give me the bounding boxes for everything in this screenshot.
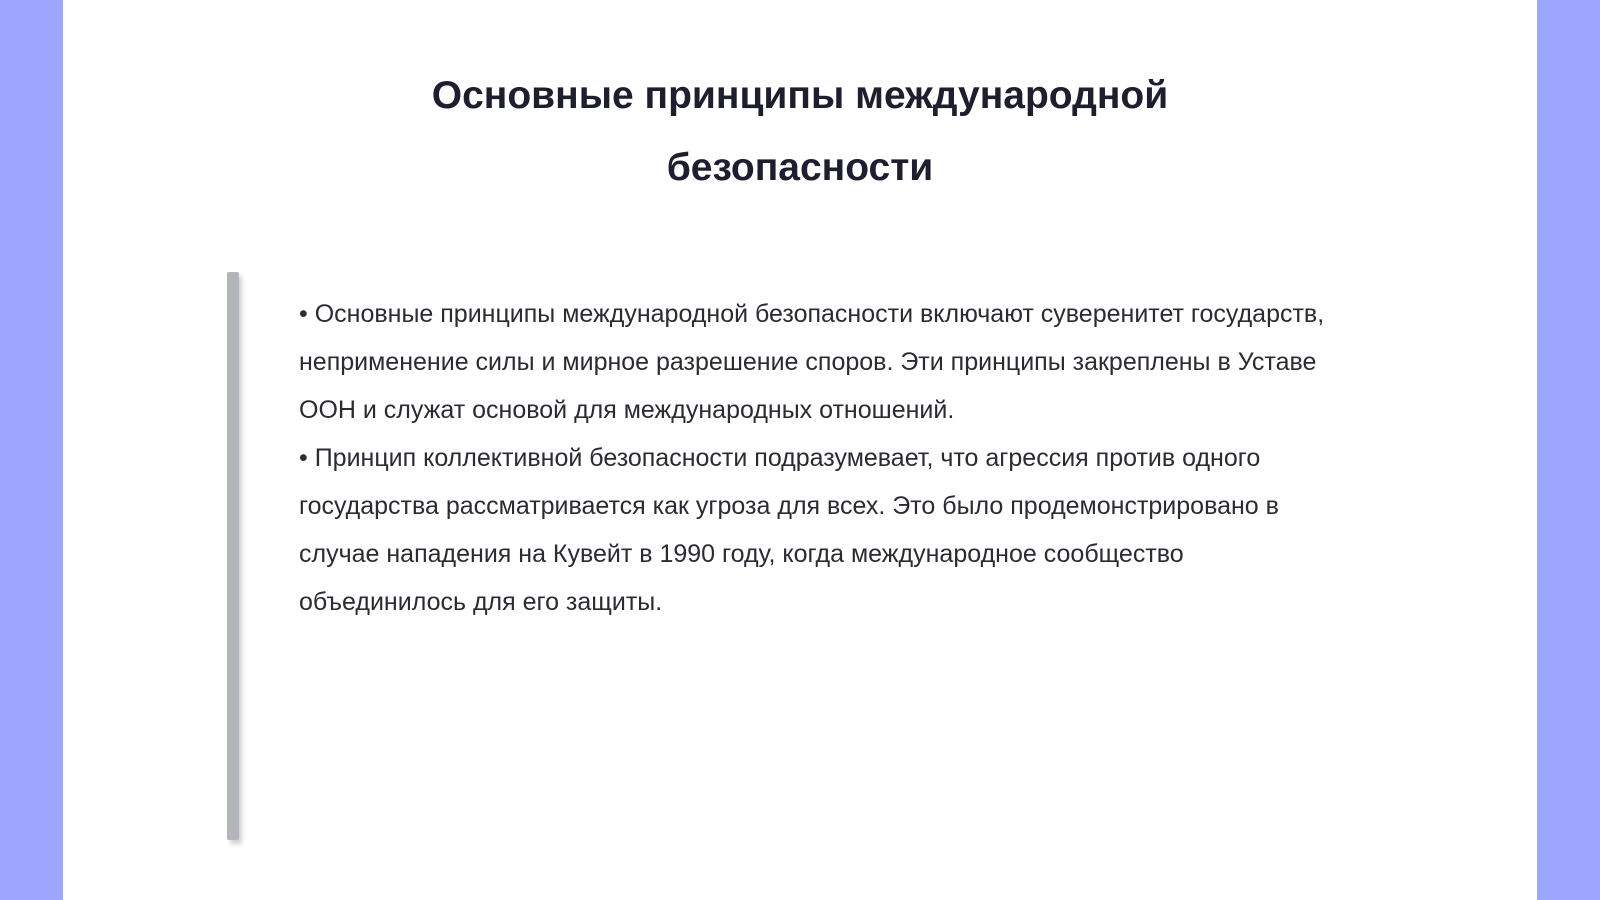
slide-title-line-1: Основные принципы международной [431, 74, 1169, 117]
accent-bar [227, 272, 239, 840]
slide-title-line-2: безопасности [666, 146, 934, 189]
bullet-paragraph-1: • Основные принципы международной безопасности включают суверенитет государств, неприменение силы и мирное разрешение споров. Эти принципы закреплены в Уставе ООН и служат основой для международных отношений. [299, 300, 1325, 424]
bullet-paragraph-2: • Принцип коллективной безопасности подразумевает, что агрессия против одного государства рассматривается как угроза для всех. Это было продемонстрировано в случае нападения на Кувейт в 1990 году, когда международное сообщество объединилось для его защиты. [299, 444, 1279, 616]
slide-body [299, 290, 1339, 626]
slide [63, 0, 1537, 900]
slide-title [63, 60, 1537, 204]
